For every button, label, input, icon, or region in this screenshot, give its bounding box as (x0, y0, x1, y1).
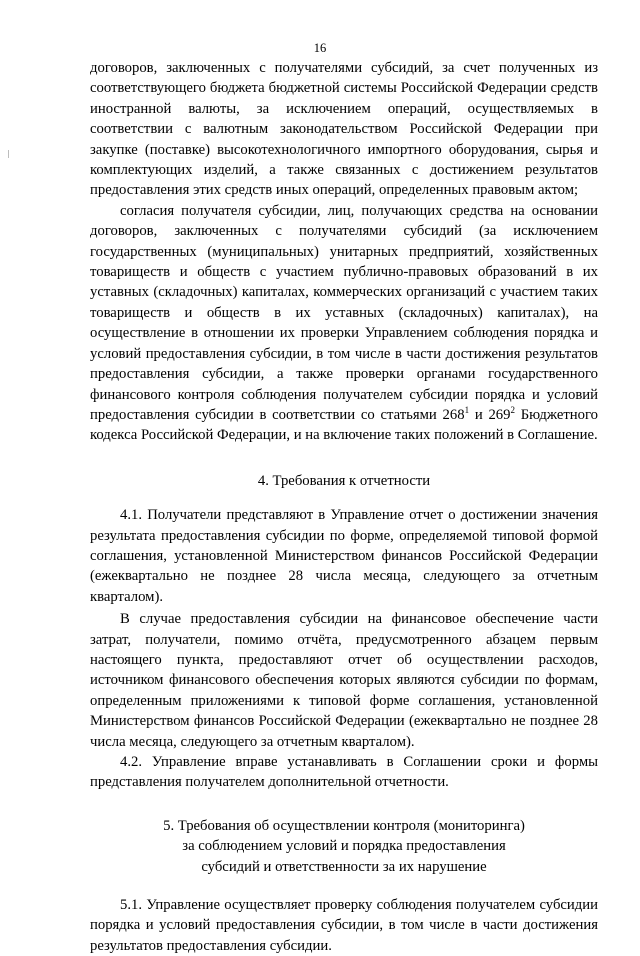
superscript-2: 2 (510, 404, 515, 415)
consent-text-part2: и 269 (469, 406, 511, 423)
section-4-heading: 4. Требования к отчетности (257, 472, 431, 489)
section-5-heading-line-3: субсидий и ответственности за их нарушение (201, 858, 487, 875)
document-body (90, 58, 598, 956)
paragraph-4-1-extra: В случае предоставления субсидии на финансовое обеспечение части затрат, получатели, помимо отчёта, предусмотренного абзацем первым настоящего пункта, предоставляют отчет об осуществлении расходов, источником финансового обеспечения которых являются субсидии по формам, определенным приложениями к типовой форме соглашения, установленной Министерством финансов Российской Федерации (ежеквартально не позднее 28 числа месяца, следующего за отчетным кварталом). (90, 611, 598, 750)
paragraph-consent (90, 201, 598, 446)
consent-text-part1: согласия получателя субсидии, лиц, получающих средства на основании договоров, заключенных с получателями субсидий (за исключением государственных (муниципальных) унитарных предприятий, хозяйственных товариществ и обществ с участием публично-правовых образований в их уставных (складочных) капиталах, коммерческих организаций с участием таких товариществ и обществ в их уставных (складочных) капиталах), на осуществление в отношении их проверки Управлением соблюдения порядка и условий предоставления субсидии, в том числе в части достижения результатов предоставления субсидии, а также проверки органами государственного финансового контроля соблюдения получателем субсидии порядка и условий предоставления субсидии в соответствии со статьями 268 (90, 202, 598, 423)
superscript-1: 1 (464, 404, 470, 415)
paragraph-continuation: договоров, заключенных с получателями субсидий, за счет полученных из соответствующего бюджета бюджетной системы Российской Федерации средств иностранной валюты, за исключением операций, осуществляемых в соответствии с валютным законодательством Российской Федерации при закупке (поставке) высокотехнологичного импортного оборудования, сырья и комплектующих изделий, а также связанных с достижением результатов предоставления этих средств иных операций, определенных правовым актом; (90, 60, 598, 199)
page-number: 16 (313, 41, 327, 55)
paragraph-4-1: 4.1. Получатели представляют в Управление отчет о достижении значения результата предоставления субсидии по форме, определяемой типовой формой соглашения, установленной Министерством финансов Российской Федерации (ежеквартально не позднее 28 числа месяца, следующего за отчетным кварталом). (90, 507, 598, 605)
paragraph-4-2: 4.2. Управление вправе устанавливать в Соглашении сроки и формы представления получателем дополнительной отчетности. (90, 754, 598, 791)
margin-mark (8, 150, 9, 158)
section-5-heading (90, 816, 598, 877)
section-5-heading-line-2: за соблюдением условий и порядка предоставления (182, 838, 506, 855)
paragraph-5-1: 5.1. Управление осуществляет проверку соблюдения получателем субсидии порядка и условий предоставления субсидии, в том числе в части достижения результатов предоставления субсидии. (90, 897, 598, 954)
consent-text-part3: Бюджетного кодекса Российской Федерации, и на включение таких положений в Соглашение. (90, 406, 598, 444)
section-5-heading-line-1: 5. Требования об осуществлении контроля (мониторинга) (163, 817, 525, 834)
